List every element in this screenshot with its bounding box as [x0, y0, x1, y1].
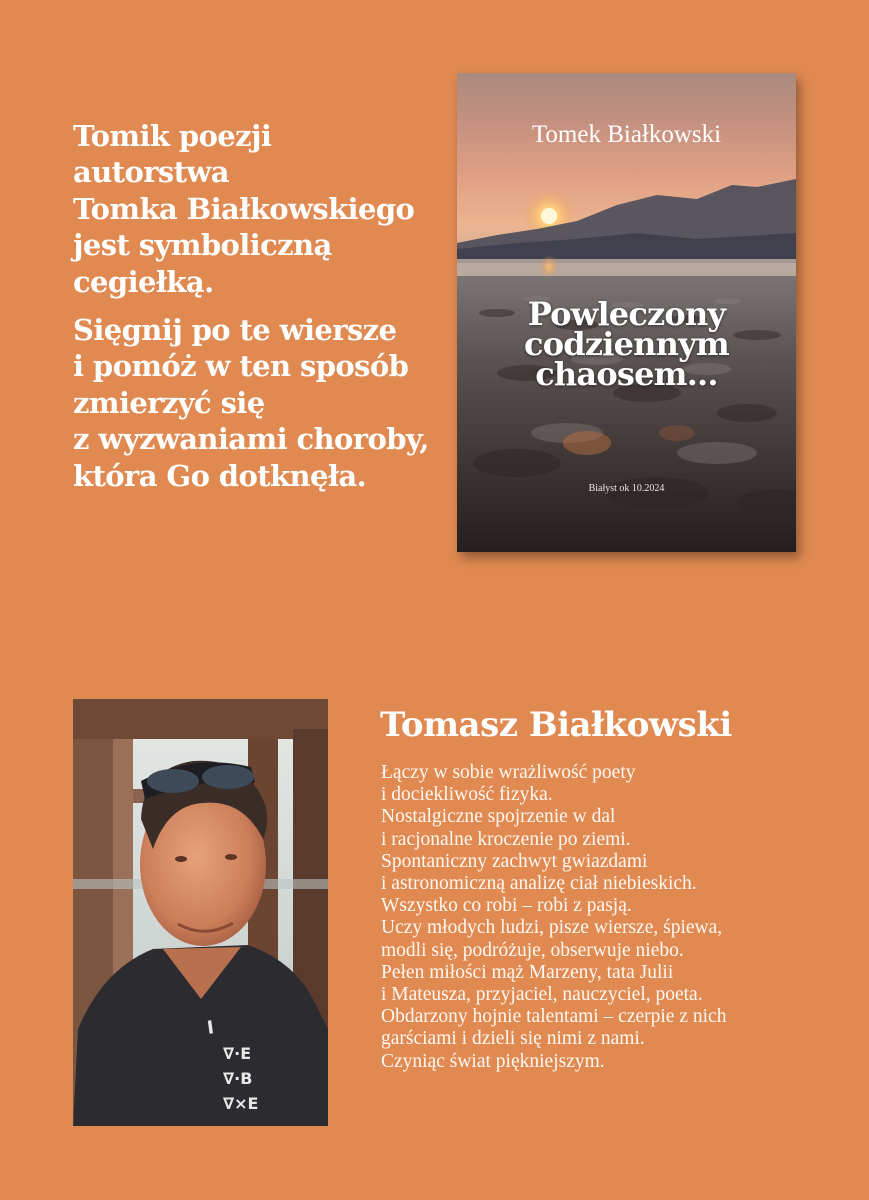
svg-text:∇·E: ∇·E: [223, 1044, 252, 1063]
bio-line: modli się, podróżuje, obserwuje niebo.: [381, 939, 684, 961]
svg-text:∇×E: ∇×E: [223, 1094, 259, 1113]
bio-line: Wszystko co robi – robi z pasją.: [381, 895, 632, 917]
svg-text:∇·B: ∇·B: [223, 1069, 253, 1088]
book-cover: [457, 73, 796, 552]
bio-line: i Mateusza, przyjaciel, nauczyciel, poeta.: [381, 984, 703, 1006]
bio-line: i dociekliwość fizyka.: [381, 784, 553, 806]
bio-line: Pełen miłości mąż Marzeny, tata Julii: [381, 961, 674, 983]
bio-line: Łączy w sobie wrażliwość poety: [381, 762, 636, 783]
author-photo: [73, 699, 328, 1126]
svg-text:I: I: [205, 1017, 216, 1039]
intro-paragraph-2: Sięgnij po te wiersze i pomóż w ten sposób zmierzyć się z wyzwaniami choroby, która Go dotknęła.: [73, 313, 429, 493]
cover-author: Tomek Białkowski: [531, 121, 722, 148]
bio-line: garściami i dzieli się nimi z nami.: [381, 1028, 645, 1050]
author-portrait-image: [73, 699, 328, 1126]
author-name-heading: Tomasz Białkowski: [380, 705, 732, 745]
bio-line: i astronomiczną analizę ciał niebieskich.: [381, 873, 697, 895]
bio-line: i racjonalne kroczenie po ziemi.: [381, 828, 631, 850]
bio-line: Czyniąc świat piękniejszym.: [381, 1050, 605, 1072]
cover-place-date: Białyst ok 10.2024: [588, 483, 665, 494]
bio-line: Obdarzony hojnie talentami – czerpie z nich: [381, 1006, 727, 1028]
intro-text-block: [73, 118, 433, 506]
bio-line: Nostalgiczne spojrzenie w dal: [381, 806, 616, 828]
author-bio: [381, 762, 831, 1073]
bio-line: Uczy młodych ludzi, pisze wiersze, śpiewa,: [381, 917, 723, 939]
bio-line: Spontaniczny zachwyt gwiazdami: [381, 850, 648, 872]
intro-paragraph-1: Tomik poezji autorstwa Tomka Białkowskiego jest symboliczną cegiełką.: [73, 119, 415, 299]
cover-title: Powleczony codziennym chaosem...: [524, 295, 729, 393]
